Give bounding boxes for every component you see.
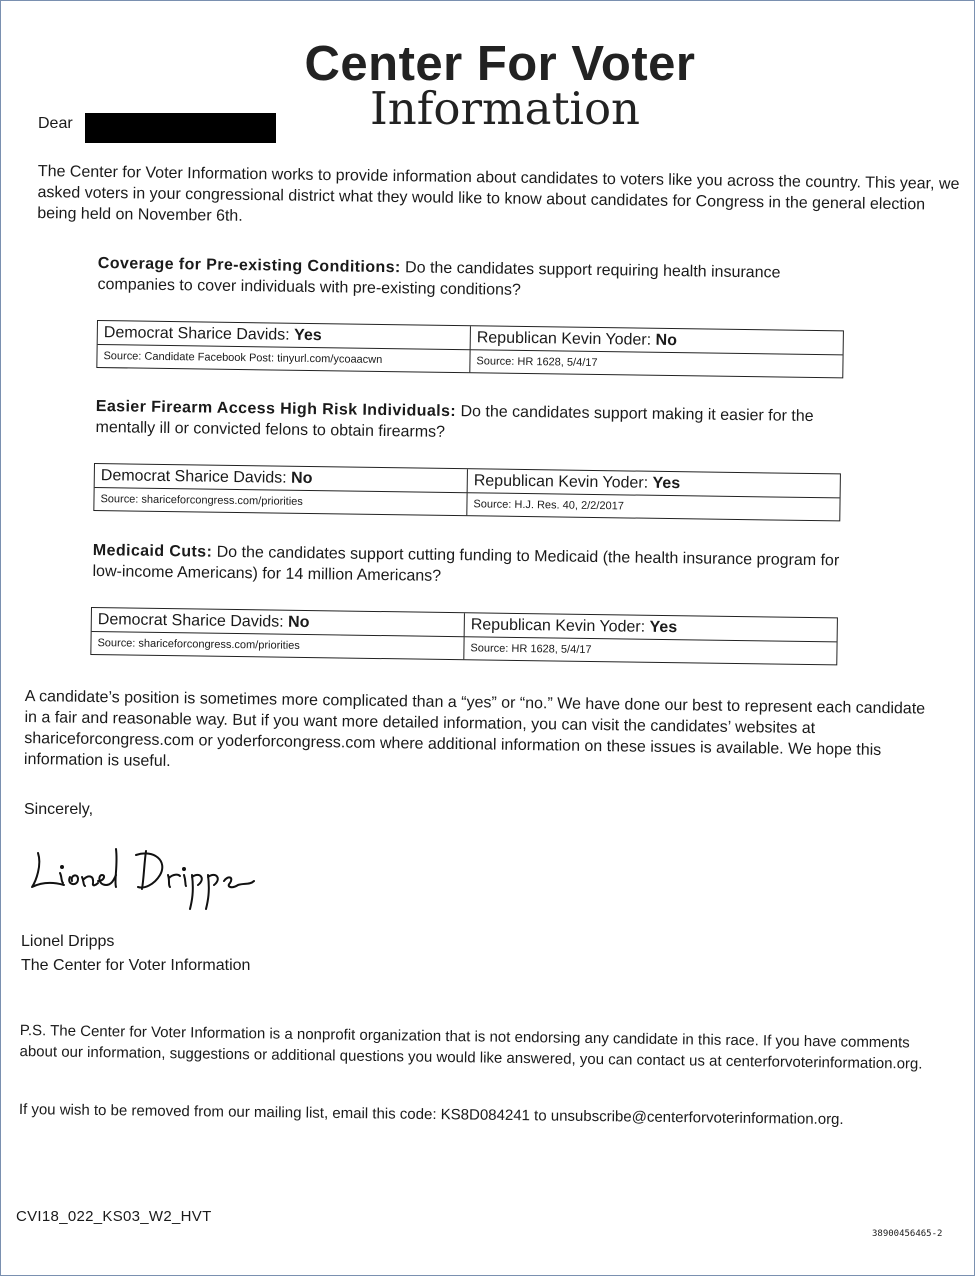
issue-title: Medicaid Cuts: — [92, 541, 213, 561]
signer-name: Lionel Dripps — [21, 933, 115, 950]
signer-org: The Center for Voter Information — [21, 957, 251, 974]
democrat-source: Source: shariceforcongress.com/priorities — [94, 488, 467, 515]
democrat-answer: No — [287, 613, 310, 632]
democrat-label: Democrat Sharice Davids: — [97, 611, 284, 631]
republican-source: Source: HR 1628, 5/4/17 — [476, 355, 598, 369]
closing-paragraph: A candidate’s position is sometimes more complicated than a “yes” or “no.” We have done our best to represent each candidate in a fair and reasonable way. But if you want more detailed information, you can visit the candidates’ websites at shariceforcongress.com or yoderforcongress.com where additional information on these issues is available. We hope this information is useful. — [23, 687, 926, 771]
republican-label: Republican Kevin Yoder: — [473, 472, 649, 492]
issue-question-text: Do the candidates support requiring health insurance companies to cover individuals with pre-existing conditions? — [97, 259, 781, 299]
footer-code: CVI18_022_KS03_W2_HVT — [16, 1208, 212, 1225]
democrat-label: Democrat Sharice Davids: — [100, 467, 287, 487]
signoff: Sincerely, — [24, 801, 94, 818]
republican-answer: Yes — [652, 474, 681, 493]
unsubscribe-notice: If you wish to be removed from our mailing list, email this code: KS8D084241 to unsubscribe@centerforvoterinformation.org. — [18, 1101, 844, 1129]
barcode-number: 38900456465-2 — [872, 1229, 943, 1239]
republican-answer: Yes — [649, 618, 678, 637]
republican-answer: No — [655, 331, 678, 350]
republican-label: Republican Kevin Yoder: — [476, 329, 652, 349]
democrat-answer: No — [290, 469, 313, 488]
redacted-name — [85, 113, 276, 143]
org-title-line2: Information — [369, 82, 641, 135]
salutation: Dear — [38, 115, 73, 132]
republican-label: Republican Kevin Yoder: — [470, 616, 646, 636]
issue-title: Easier Firearm Access High Risk Individuals: — [95, 397, 457, 421]
democrat-label: Democrat Sharice Davids: — [103, 324, 290, 344]
democrat-answer: Yes — [293, 326, 322, 345]
org-title-line1: Center For Voter — [304, 37, 696, 91]
issue-question-text: Do the candidates support making it easier for the mentally ill or convicted felons to obtain firearms? — [95, 403, 814, 441]
democrat-source: Source: shariceforcongress.com/priorities — [91, 632, 464, 659]
issue-question-text: Do the candidates support cutting funding to Medicaid (the health insurance program for low-income Americans) for 14 million Americans? — [92, 543, 840, 585]
handwritten-signature — [28, 845, 258, 915]
issue-title: Coverage for Pre-existing Conditions: — [97, 254, 401, 277]
republican-source: Source: HR 1628, 5/4/17 — [470, 642, 592, 656]
ps-paragraph: P.S. The Center for Voter Information is a nonprofit organization that is not endorsing any candidate in this race. If you have comments about our information, suggestions or additional questions you would like answered, you can contact us at centerforvoterinformation.org. — [19, 1021, 923, 1073]
democrat-source: Source: Candidate Facebook Post: tinyurl.com/ycoaacwn — [97, 345, 470, 372]
republican-source: Source: H.J. Res. 40, 2/2/2017 — [473, 498, 624, 513]
intro-paragraph: The Center for Voter Information works to provide information about candidates to voters like you across the country. This year, we asked voters in your congressional district what they would like to know about candidates for Congress in the general election being held on November 6th. — [37, 162, 960, 225]
signer-block — [21, 930, 250, 978]
